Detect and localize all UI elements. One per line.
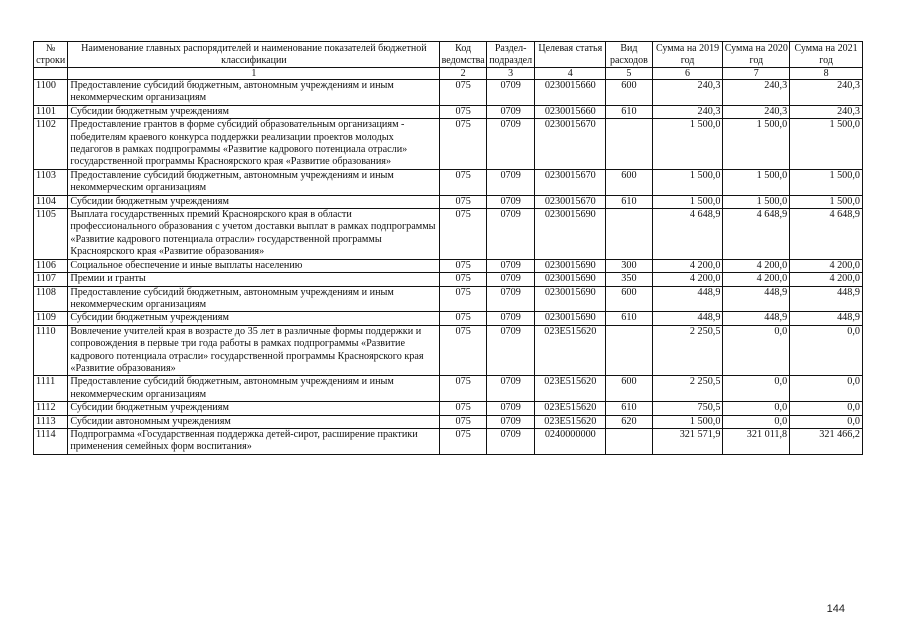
row-dept-code: 075 bbox=[440, 415, 487, 428]
row-section: 0709 bbox=[486, 273, 535, 286]
row-sum-2020: 0,0 bbox=[723, 376, 790, 402]
row-sum-2020: 240,3 bbox=[723, 105, 790, 118]
budget-table bbox=[33, 41, 863, 455]
row-sum-2021: 448,9 bbox=[790, 286, 863, 312]
row-dept-code: 075 bbox=[440, 119, 487, 170]
row-expense-type: 600 bbox=[606, 286, 653, 312]
column-number: 5 bbox=[606, 68, 653, 80]
row-target: 023E515620 bbox=[535, 376, 606, 402]
row-name: Премии и гранты bbox=[68, 273, 440, 286]
table-body bbox=[34, 80, 863, 455]
row-expense-type: 610 bbox=[606, 402, 653, 415]
row-sum-2021: 4 200,0 bbox=[790, 273, 863, 286]
row-sum-2021: 240,3 bbox=[790, 80, 863, 106]
row-section: 0709 bbox=[486, 259, 535, 272]
row-dept-code: 075 bbox=[440, 376, 487, 402]
row-number: 1105 bbox=[34, 209, 68, 260]
table-row bbox=[34, 415, 863, 428]
row-sum-2020: 1 500,0 bbox=[723, 195, 790, 208]
row-sum-2021: 0,0 bbox=[790, 402, 863, 415]
row-dept-code: 075 bbox=[440, 259, 487, 272]
row-number: 1103 bbox=[34, 169, 68, 195]
row-dept-code: 075 bbox=[440, 312, 487, 325]
table-row bbox=[34, 402, 863, 415]
table-row bbox=[34, 376, 863, 402]
row-expense-type: 620 bbox=[606, 415, 653, 428]
column-number bbox=[34, 68, 68, 80]
header-target: Целевая статья bbox=[535, 42, 606, 68]
row-target: 0230015670 bbox=[535, 119, 606, 170]
row-sum-2019: 448,9 bbox=[652, 312, 723, 325]
row-section: 0709 bbox=[486, 195, 535, 208]
row-number: 1106 bbox=[34, 259, 68, 272]
row-number: 1114 bbox=[34, 428, 68, 454]
row-sum-2021: 0,0 bbox=[790, 376, 863, 402]
header-row-no: № строки bbox=[34, 42, 68, 68]
row-expense-type: 300 bbox=[606, 259, 653, 272]
row-expense-type bbox=[606, 209, 653, 260]
row-sum-2020: 321 011,8 bbox=[723, 428, 790, 454]
column-number: 1 bbox=[68, 68, 440, 80]
page-number: 144 bbox=[826, 603, 845, 615]
row-sum-2019: 4 200,0 bbox=[652, 273, 723, 286]
table-row bbox=[34, 195, 863, 208]
row-sum-2019: 4 648,9 bbox=[652, 209, 723, 260]
row-dept-code: 075 bbox=[440, 195, 487, 208]
row-number: 1112 bbox=[34, 402, 68, 415]
table-row bbox=[34, 209, 863, 260]
table-row bbox=[34, 80, 863, 106]
row-expense-type: 610 bbox=[606, 105, 653, 118]
row-sum-2021: 321 466,2 bbox=[790, 428, 863, 454]
row-sum-2021: 448,9 bbox=[790, 312, 863, 325]
row-sum-2020: 240,3 bbox=[723, 80, 790, 106]
row-name: Предоставление субсидий бюджетным, автономным учреждениям и иным некоммерческим организациям bbox=[68, 376, 440, 402]
row-name: Предоставление субсидий бюджетным, автономным учреждениям и иным некоммерческим организациям bbox=[68, 286, 440, 312]
row-section: 0709 bbox=[486, 312, 535, 325]
column-number-row bbox=[34, 68, 863, 80]
row-number: 1108 bbox=[34, 286, 68, 312]
row-section: 0709 bbox=[486, 376, 535, 402]
row-sum-2020: 0,0 bbox=[723, 402, 790, 415]
row-sum-2019: 2 250,5 bbox=[652, 376, 723, 402]
row-dept-code: 075 bbox=[440, 428, 487, 454]
table-row bbox=[34, 105, 863, 118]
row-sum-2021: 1 500,0 bbox=[790, 169, 863, 195]
column-number: 3 bbox=[486, 68, 535, 80]
row-sum-2021: 1 500,0 bbox=[790, 119, 863, 170]
row-name: Субсидии автономным учреждениям bbox=[68, 415, 440, 428]
header-expense-type: Вид расходов bbox=[606, 42, 653, 68]
row-sum-2020: 0,0 bbox=[723, 415, 790, 428]
row-expense-type: 600 bbox=[606, 376, 653, 402]
header-row bbox=[34, 42, 863, 68]
row-expense-type: 610 bbox=[606, 195, 653, 208]
row-sum-2020: 448,9 bbox=[723, 312, 790, 325]
row-target: 023E515620 bbox=[535, 402, 606, 415]
row-name: Подпрограмма «Государственная поддержка детей-сирот, расширение практики применения семейных форм воспитания» bbox=[68, 428, 440, 454]
row-section: 0709 bbox=[486, 325, 535, 376]
row-name: Социальное обеспечение и иные выплаты населению bbox=[68, 259, 440, 272]
row-number: 1100 bbox=[34, 80, 68, 106]
header-sum-2020: Сумма на 2020 год bbox=[724, 43, 788, 66]
row-sum-2020: 4 200,0 bbox=[723, 273, 790, 286]
row-expense-type bbox=[606, 325, 653, 376]
row-name: Субсидии бюджетным учреждениям bbox=[68, 105, 440, 118]
row-sum-2019: 1 500,0 bbox=[652, 169, 723, 195]
row-sum-2020: 4 648,9 bbox=[723, 209, 790, 260]
row-dept-code: 075 bbox=[440, 105, 487, 118]
row-section: 0709 bbox=[486, 119, 535, 170]
table-row bbox=[34, 325, 863, 376]
row-sum-2019: 240,3 bbox=[652, 80, 723, 106]
header-sum-2021: Сумма на 2021 год bbox=[790, 42, 863, 68]
table-row bbox=[34, 312, 863, 325]
row-sum-2020: 1 500,0 bbox=[723, 169, 790, 195]
row-dept-code: 075 bbox=[440, 325, 487, 376]
row-target: 0230015690 bbox=[535, 259, 606, 272]
table-row bbox=[34, 169, 863, 195]
row-target: 023E515620 bbox=[535, 415, 606, 428]
row-dept-code: 075 bbox=[440, 169, 487, 195]
row-name: Предоставление субсидий бюджетным, автономным учреждениям и иным некоммерческим организациям bbox=[68, 80, 440, 106]
row-section: 0709 bbox=[486, 80, 535, 106]
row-dept-code: 075 bbox=[440, 286, 487, 312]
column-number: 8 bbox=[790, 68, 863, 80]
row-name: Субсидии бюджетным учреждениям bbox=[68, 402, 440, 415]
table-row bbox=[34, 286, 863, 312]
row-sum-2020: 0,0 bbox=[723, 325, 790, 376]
table-row bbox=[34, 259, 863, 272]
column-number: 2 bbox=[440, 68, 487, 80]
row-sum-2021: 240,3 bbox=[790, 105, 863, 118]
row-number: 1113 bbox=[34, 415, 68, 428]
row-number: 1111 bbox=[34, 376, 68, 402]
row-section: 0709 bbox=[486, 415, 535, 428]
row-number: 1109 bbox=[34, 312, 68, 325]
row-target: 0230015670 bbox=[535, 195, 606, 208]
row-sum-2021: 4 648,9 bbox=[790, 209, 863, 260]
row-dept-code: 075 bbox=[440, 402, 487, 415]
row-expense-type: 350 bbox=[606, 273, 653, 286]
header-dept-code: Код ведомства bbox=[441, 43, 485, 66]
row-dept-code: 075 bbox=[440, 209, 487, 260]
row-section: 0709 bbox=[486, 169, 535, 195]
column-number: 4 bbox=[535, 68, 606, 80]
row-target: 023E515620 bbox=[535, 325, 606, 376]
row-target: 0230015660 bbox=[535, 105, 606, 118]
row-name: Выплата государственных премий Красноярского края в области профессионального образования с учетом доставки выплат в рамках подпрограммы «Развитие кадрового потенциала отрасли» государственной программы Красноярского края «Развитие образования» bbox=[68, 209, 440, 260]
row-sum-2019: 1 500,0 bbox=[652, 415, 723, 428]
row-sum-2019: 321 571,9 bbox=[652, 428, 723, 454]
row-sum-2021: 4 200,0 bbox=[790, 259, 863, 272]
row-sum-2019: 750,5 bbox=[652, 402, 723, 415]
row-sum-2021: 0,0 bbox=[790, 325, 863, 376]
row-number: 1102 bbox=[34, 119, 68, 170]
header-name: Наименование главных распорядителей и наименование показателей бюджетной классификации bbox=[68, 42, 440, 68]
row-sum-2019: 4 200,0 bbox=[652, 259, 723, 272]
row-section: 0709 bbox=[486, 286, 535, 312]
row-name: Субсидии бюджетным учреждениям bbox=[68, 312, 440, 325]
row-section: 0709 bbox=[486, 428, 535, 454]
row-sum-2020: 1 500,0 bbox=[723, 119, 790, 170]
column-number: 6 bbox=[652, 68, 723, 80]
row-sum-2021: 0,0 bbox=[790, 415, 863, 428]
row-sum-2019: 1 500,0 bbox=[652, 195, 723, 208]
row-expense-type bbox=[606, 428, 653, 454]
row-target: 0230015690 bbox=[535, 286, 606, 312]
row-name: Предоставление грантов в форме субсидий образовательным организациям - победителям краевого конкурса поддержки реализации проектов молодых педагогов в рамках подпрограммы «Развитие кадрового потенциала отрасли» государственной программы Красноярского края «Развитие образования» bbox=[68, 119, 440, 170]
row-target: 0230015690 bbox=[535, 209, 606, 260]
row-sum-2020: 448,9 bbox=[723, 286, 790, 312]
row-expense-type: 600 bbox=[606, 80, 653, 106]
row-target: 0230015670 bbox=[535, 169, 606, 195]
row-target: 0230015660 bbox=[535, 80, 606, 106]
row-number: 1101 bbox=[34, 105, 68, 118]
header-sum-2019: Сумма на 2019 год bbox=[652, 42, 723, 68]
row-expense-type bbox=[606, 119, 653, 170]
row-number: 1104 bbox=[34, 195, 68, 208]
row-expense-type: 610 bbox=[606, 312, 653, 325]
table-row bbox=[34, 428, 863, 454]
row-target: 0240000000 bbox=[535, 428, 606, 454]
row-dept-code: 075 bbox=[440, 273, 487, 286]
row-section: 0709 bbox=[486, 209, 535, 260]
row-section: 0709 bbox=[486, 402, 535, 415]
row-section: 0709 bbox=[486, 105, 535, 118]
row-sum-2020: 4 200,0 bbox=[723, 259, 790, 272]
row-target: 0230015690 bbox=[535, 312, 606, 325]
row-name: Субсидии бюджетным учреждениям bbox=[68, 195, 440, 208]
row-dept-code: 075 bbox=[440, 80, 487, 106]
header-section: Раздел-подраздел bbox=[486, 42, 535, 68]
table-row bbox=[34, 119, 863, 170]
row-number: 1110 bbox=[34, 325, 68, 376]
row-target: 0230015690 bbox=[535, 273, 606, 286]
column-number: 7 bbox=[723, 68, 790, 80]
row-expense-type: 600 bbox=[606, 169, 653, 195]
row-sum-2021: 1 500,0 bbox=[790, 195, 863, 208]
row-sum-2019: 448,9 bbox=[652, 286, 723, 312]
row-number: 1107 bbox=[34, 273, 68, 286]
row-name: Предоставление субсидий бюджетным, автономным учреждениям и иным некоммерческим организациям bbox=[68, 169, 440, 195]
row-sum-2019: 240,3 bbox=[652, 105, 723, 118]
row-sum-2019: 2 250,5 bbox=[652, 325, 723, 376]
row-name: Вовлечение учителей края в возрасте до 35 лет в различные формы поддержки и сопровождения в первые три года работы в рамках подпрограммы «Развитие кадрового потенциала отрасли» государственной программы Красноярского края «Развитие образования» bbox=[68, 325, 440, 376]
table-row bbox=[34, 273, 863, 286]
row-sum-2019: 1 500,0 bbox=[652, 119, 723, 170]
